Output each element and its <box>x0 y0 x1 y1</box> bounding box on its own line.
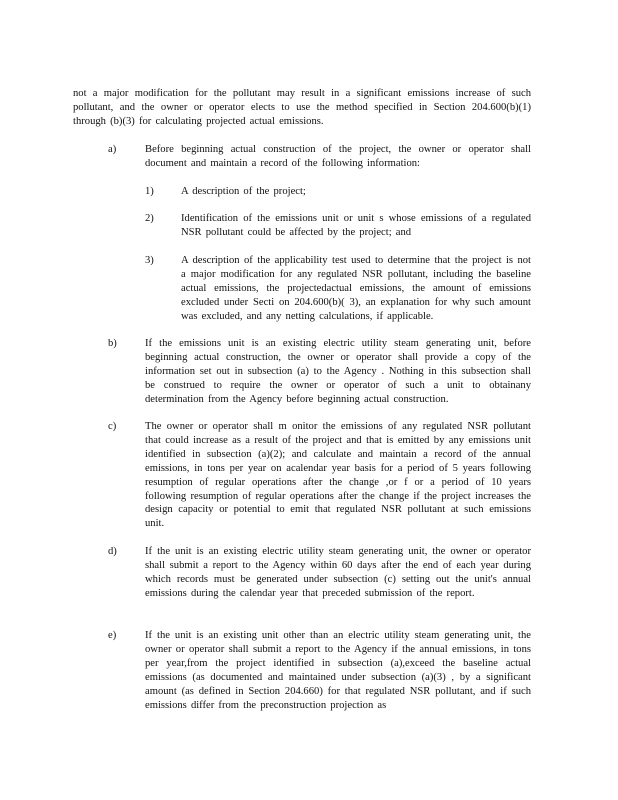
item-label: d) <box>108 546 117 557</box>
intro-paragraph: not a major modification for the pollutant may result in a significant emissions increase of such pollutant, and the owner or operator elects to use the method specified in Section 204.600(b)(1) through (b)(3) for calculating projected actual emissions. <box>73 88 531 127</box>
item-text: If the emissions unit is an existing electric utility steam generating unit, before beginning actual construction, the owner or operator shall provide a copy of the information set out in subsection (a) to the Agency . Nothing in this subsection shall be construed to require the owner or operator of such a unit to obtainany determination from the Agency before beginning actual construction. <box>145 338 531 405</box>
subitem-text: A description of the applicability test used to determine that the project is not a major modification for any regulated NSR pollutant, including the baseline actual emissions, the projectedactual emissions, the amount of emissions excluded under Secti on 204.600(b)( 3), an explanation for why such amount was excluded, and any netting calculations, if applicable. <box>181 255 531 322</box>
item-text: If the unit is an existing electric utility steam generating unit, the owner or operator shall submit a report to the Agency within 60 days after the end of each year during which records must be generated under subsection (c) setting out the unit's annual emissions during the calendar year that preceded submission of the report. <box>145 546 531 599</box>
item-label: b) <box>108 338 117 349</box>
item-label: c) <box>108 421 117 432</box>
subitem-label: 3) <box>145 255 154 266</box>
subitem-label: 1) <box>145 186 154 197</box>
item-label: a) <box>108 144 117 155</box>
subitem-label: 2) <box>145 213 154 224</box>
item-label: e) <box>108 630 117 641</box>
item-text: If the unit is an existing unit other than an electric utility steam generating unit, the owner or operator shall submit a report to the Agency if the annual emissions, in tons per year,from the project identified in subsection (a),exceed the baseline actual emissions (as documented and maintained under subsection (a)(3) , by a significant amount (as defined in Section 204.660) for that regulated NSR pollutant, and if such emissions differ from the preconstruction projection as <box>145 630 531 711</box>
item-text: Before beginning actual construction of the project, the owner or operator shall document and maintain a record of the following information: <box>145 144 531 169</box>
subitem-text: Identification of the emissions unit or unit s whose emissions of a regulated NSR pollutant could be affected by the project; and <box>181 213 531 238</box>
subitem-text: A description of the project; <box>181 186 306 197</box>
item-text: The owner or operator shall m onitor the emissions of any regulated NSR pollutant that could increase as a result of the project and that is emitted by any emissions unit identified in subsection (a)(2); and calculate and maintain a record of the annual emissions, in tons per year on acalendar year basis for a period of 5 years following resumption of regular operations after the change ,or f or a period of 10 years following resumption of regular operations after the change if the project increases the design capacity or potential to emit that regulated NSR pollutant at such emissions unit. <box>145 421 531 530</box>
